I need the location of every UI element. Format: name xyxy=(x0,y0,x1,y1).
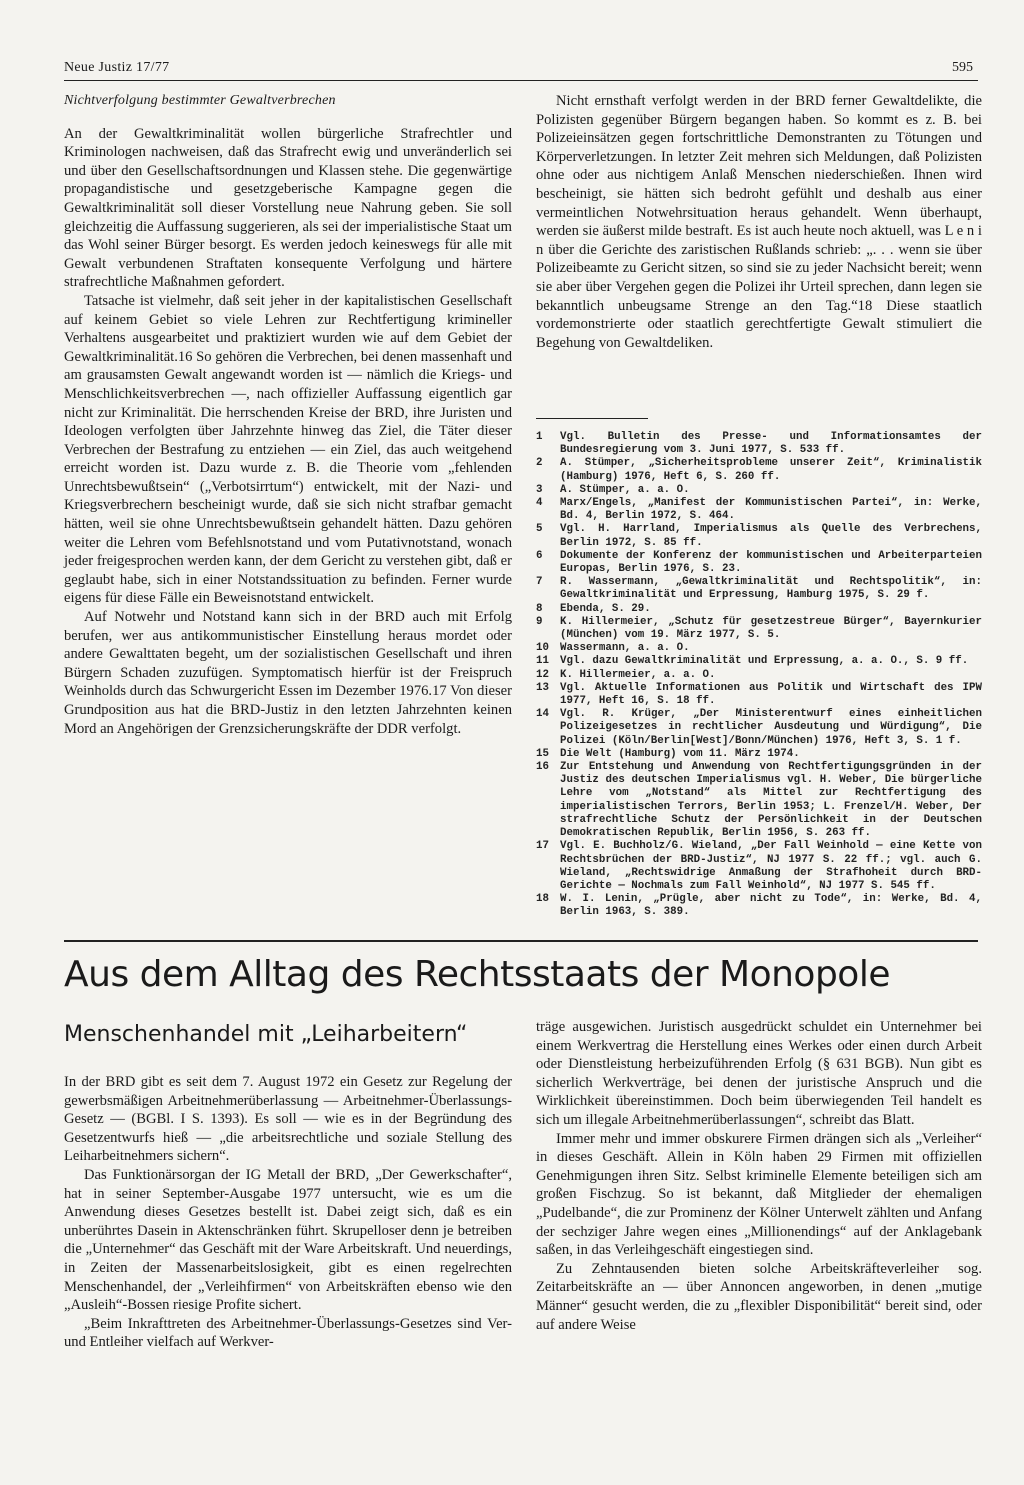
footnote-text: Dokumente der Konferenz der kommunistischen und Arbeiterparteien Europas, Berlin 1976, S. 23. xyxy=(560,549,982,576)
footnote-number: 6 xyxy=(536,549,543,562)
footnote-number: 16 xyxy=(536,761,549,774)
paragraph: Zu Zehntausenden bieten solche Arbeitskräfteverleiher sog. Zeitarbeitskräfte an — über Annoncen angeworben, in denen „mutige Männer“ gesucht werden, die zu „flexibler Disponibilität“ bereit sind, oder auf andere Weise xyxy=(536,1260,982,1333)
paragraph: In der BRD gibt es seit dem 7. August 1972 ein Gesetz zur Regelung der gewerbsmäßigen Arbeitnehmerüberlassung — Arbeitnehmer-Überlassungs-Gesetz — (BGBl. I S. 1393). Es soll — wie es in der Begründung des Gesetzentwurfs hieß — „die arbeitsrechtliche und soziale Stellung des Leiharbeitnehmers sichern“. xyxy=(64,1074,512,1165)
footnote-text: K. Hillermeier, a. a. O. xyxy=(560,668,716,681)
article-subheadline: Menschenhandel mit „Leiharbeitern“ xyxy=(64,1022,468,1047)
footnote xyxy=(536,682,982,708)
footnote-number: 9 xyxy=(536,615,543,628)
paragraph: Immer mehr und immer obskurere Firmen drängen sich als „Verleiher“ in dieses Geschäft. Allein in Köln haben 29 Firmen mit offiziellen Genehmigungen ihren Sitz. Selbst kriminelle Elemente beteiligen sich am großen Fischzug. So ist bekannt, daß Mitglieder der ehemaligen „Pudelbande“, die zur Prominenz der Kölner Unterwelt zählten und Anfang der sechziger Jahre wegen eines „Millionendings“ auf der Anklagebank saßen, in das Verleihgeschäft eingestiegen sind. xyxy=(536,1130,982,1259)
footnote-text: Vgl. Aktuelle Informationen aus Politik und Wirtschaft des IPW 1977, Heft 16, S. 18 ff. xyxy=(560,681,982,708)
footnotes xyxy=(536,431,982,920)
footnote xyxy=(536,523,982,549)
footnote-text: Vgl. dazu Gewaltkriminalität und Erpressung, a. a. O., S. 9 ff. xyxy=(560,655,969,668)
footnote xyxy=(536,550,982,576)
footnote-number: 13 xyxy=(536,681,549,694)
left-column xyxy=(64,92,512,738)
header-rule xyxy=(64,80,978,81)
paragraph: Nicht ernsthaft verfolgt werden in der BRD ferner Gewaltdelikte, die Polizisten gegenüber Bürgern begangen haben. So kommt es z. B. bei Polizeieinsätzen gegen fortschrittliche Demonstranten zu Tötungen und Körperverletzungen. In letzter Zeit mehren sich Meldungen, daß Polizisten ohne oder aus nichtigem Anlaß Menschen niederschießen. Ihnen wird bescheinigt, sie hätten sich bedroht gefühlt und deshalb aus einer vermeintlichen Notwehrsituation heraus gehandelt. Wenn überhaupt, werden sie äußerst milde bestraft. Es ist auch heute noch aktuell, was L e n i n über die Gerichte des zaristischen Rußlands schrieb: „. . . wenn sie über Polizeibeamte zu Gericht sitzen, so sind sie zu jeder Nachsicht bereit; wenn sie aber über Vergehen gegen die Polizei ihr Urteil sprechen, dann legen sie bekanntlich unbeugsame Strenge an den Tag.“18 Diese staatlich vordemonstrierte oder staatlich gerechtfertigte Gewalt stimuliert die Begehung von Gewaltdeliken. xyxy=(536,93,982,351)
article-separator-rule xyxy=(64,940,978,942)
paragraph: Auf Notwehr und Notstand kann sich in der BRD auch mit Erfolg berufen, wer aus antikommunistischer Einstellung heraus mordet oder andere Gewalttaten begeht, um der sozialistischen Gesellschaft und ihren Bürgern Schaden zuzufügen. Symptomatisch hierfür ist der Freispruch Weinholds durch das Schwurgericht Essen im Dezember 1976.17 Von dieser Grundposition aus hat die BRD-Justiz in den letzten Jahrzehnten keinen Mord an Angehörigen der Grenzsicherungskräfte der DDR verfolgt. xyxy=(64,609,512,737)
paragraph: Tatsache ist vielmehr, daß seit jeher in der kapitalistischen Gesellschaft auf keinem Gebiet so viele Lehren zur Rechtfertigung krimineller Verhaltens ausgearbeitet und praktiziert wurden wie auf dem Gebiet der Gewaltkriminalität.16 So gehören die Verbrechen, bei denen massenhaft und am grausamsten Gewalt angewandt worden ist — nämlich die Kriegs- und Menschlichkeitsverbrechen —, nach offizieller Auffassung eigentlich gar nicht zur Kriminalität. Die herrschenden Kreise der BRD, ihre Juristen und Ideologen verfolgten über Jahrzehnte hinweg das Ziel, die Täter dieser Verbrechen der Bestrafung zu entziehen — ein Ziel, das auch weitgehend erreicht worden ist. Dazu wurde z. B. die Theorie vom „fehlenden Unrechtsbewußtsein“ („Verbotsirrtum“) entwickelt, mit der Nazi- und Kriegsverbrechern bescheinigt wurde, daß sie sich nicht strafbar gemacht hätten, weil sie ohne Unrechtsbewußtsein gehandelt hätten. Dazu gehören weiter die Lehren vom Befehlsnotstand und vom Putativnotstand, wonach jeder freigesprochen werden kann, der dem Gericht zu verstehen gibt, daß er geglaubt habe, sich in einer Notstandssituation zu befinden. Ferner wurde eigens für diese Fälle ein Beweisnotstand entwickelt. xyxy=(64,292,512,607)
footnote xyxy=(536,761,982,840)
article-right-column xyxy=(536,1018,982,1334)
footnote-text: A. Stümper, a. a. O. xyxy=(560,483,690,496)
footnote xyxy=(536,708,982,748)
paragraph: träge ausgewichen. Juristisch ausgedrückt schuldet ein Unternehmer bei einem Werkvertrag die Herstellung eines Werkes oder einen durch Arbeit oder Dienstleistung herbeizuführenden Erfolg (§ 631 BGB). Nun gibt es sicherlich Werkverträge, bei denen der juristische Anspruch und die Wirklichkeit übereinstimmen. Doch beim überwiegenden Teil handelt es sich um illegale Arbeitnehmerüberlassungen“, schreibt das Blatt. xyxy=(536,1019,982,1128)
footnote-text: R. Wassermann, „Gewaltkriminalität und Rechtspolitik“, in: Gewaltkriminalität und Erpressung, Hamburg 1975, S. 29 f. xyxy=(560,576,982,602)
footnote-number: 17 xyxy=(536,840,549,853)
paragraph: Das Funktionärsorgan der IG Metall der BRD, „Der Gewerkschafter“, hat in seiner September-Ausgabe 1977 untersucht, wie es um die Anwendung dieses Gesetzes bestellt ist. Dabei zeigt sich, daß es ein unberührtes Dasein in Aktenschränken führt. Skrupelloser denn je betreiben die „Unternehmer“ das Geschäft mit der Ware Arbeitskraft. Und neuerdings, in Zeiten der Massenarbeitslosigkeit, gibt es einen regelrechten Menschenhandel, der „Verleihfirmen“ von Arbeitskräften ebenso wie den „Ausleih“-Bossen riesige Profite sichert. xyxy=(64,1166,512,1314)
page-number: 595 xyxy=(952,60,973,75)
footnote xyxy=(536,484,982,497)
footnote-number: 11 xyxy=(536,655,549,668)
footnote xyxy=(536,840,982,893)
journal-issue: Neue Justiz 17/77 xyxy=(64,60,170,75)
footnote-number: 2 xyxy=(536,457,543,470)
footnote xyxy=(536,576,982,602)
footnote-number: 4 xyxy=(536,497,543,510)
footnote-text: Wassermann, a. a. O. xyxy=(560,642,690,655)
footnote xyxy=(536,497,982,523)
footnote xyxy=(536,655,982,668)
footnote xyxy=(536,431,982,457)
footnote-text: Vgl. E. Buchholz/G. Wieland, „Der Fall Weinhold — eine Kette von Rechtsbrüchen der BRD-Justiz“, NJ 1977 S. 22 ff.; vgl. auch G. Wieland, „Rechtswidrige Anmaßung der Strafhoheit durch BRD-Gerichte — Nochmals zum Fall Weinhold“, NJ 1977 S. 545 ff. xyxy=(560,840,982,892)
footnote xyxy=(536,669,982,682)
footnote xyxy=(536,457,982,483)
footnote-text: Zur Entstehung und Anwendung von Rechtfertigungsgründen in der Justiz des deutschen Imperialismus vgl. H. Weber, Die bürgerliche Lehre vom „Notstand“ als Mittel zur Rechtfertigung des imperialistischen Terrors, Berlin 1953; L. Frenzel/H. Weber, Der strafrechtliche Schutz der Persönlichkeit in der Deutschen Demokratischen Republik, Berlin 1956, S. 263 ff. xyxy=(560,761,982,840)
article-left-column xyxy=(64,1073,512,1352)
footnote-text: Vgl. H. Harrland, Imperialismus als Quelle des Verbrechens, Berlin 1972, S. 85 ff. xyxy=(560,523,982,549)
footnote-number: 14 xyxy=(536,708,549,721)
article-headline: Aus dem Alltag des Rechtsstaats der Monopole xyxy=(64,954,890,995)
footnote-number: 18 xyxy=(536,893,549,906)
footnote xyxy=(536,748,982,761)
footnote-text: A. Stümper, „Sicherheitsprobleme unserer Zeit“, Kriminalistik (Hamburg) 1976, Heft 6, S. 260 ff. xyxy=(560,457,982,483)
footnote xyxy=(536,642,982,655)
paragraph: „Beim Inkrafttreten des Arbeitnehmer-Überlassungs-Gesetzes sind Ver- und Entleiher vielfach auf Werkver- xyxy=(64,1315,512,1351)
footnote-text: W. I. Lenin, „Prügle, aber nicht zu Tode“, in: Werke, Bd. 4, Berlin 1963, S. 389. xyxy=(560,893,982,919)
footnote-rule xyxy=(536,418,648,419)
footnote-number: 12 xyxy=(536,668,549,681)
footnote xyxy=(536,893,982,919)
footnote-text: Ebenda, S. 29. xyxy=(560,602,651,615)
footnote-number: 3 xyxy=(536,483,543,496)
footnote-text: Die Welt (Hamburg) vom 11. März 1974. xyxy=(560,747,800,760)
section-title: Nichtverfolgung bestimmter Gewaltverbrechen xyxy=(64,93,336,108)
footnote-text: Vgl. Bulletin des Presse- und Informationsamtes der Bundesregierung vom 3. Juni 1977, S. 533 ff. xyxy=(560,431,982,457)
footnote xyxy=(536,616,982,642)
footnote-number: 5 xyxy=(536,523,543,536)
footnote-number: 10 xyxy=(536,642,549,655)
footnote-text: Marx/Engels, „Manifest der Kommunistischen Partei“, in: Werke, Bd. 4, Berlin 1972, S. 464. xyxy=(560,497,982,523)
right-column xyxy=(536,92,982,352)
footnote-text: Vgl. R. Krüger, „Der Ministerentwurf eines einheitlichen Polizeigesetzes in rechtlicher Ausdeutung und Würdigung“, Die Polizei (Köln/Berlin[West]/Bonn/München) 1976, Heft 3, S. 1 f. xyxy=(560,708,982,747)
footnote-number: 1 xyxy=(536,431,543,443)
footnote-number: 8 xyxy=(536,602,543,615)
footnote-text: K. Hillermeier, „Schutz für gesetzestreue Bürger“, Bayernkurier (München) vom 19. März 1977, S. 5. xyxy=(560,615,982,642)
footnote-number: 15 xyxy=(536,747,549,760)
paragraph: An der Gewaltkriminalität wollen bürgerliche Strafrechtler und Kriminologen nachweisen, daß das Strafrecht ewig und unveränderlich sei und über den Gesellschaftsordnungen und Klassen stehe. Die gegenwärtige propagandistische und gesetzgeberische Kampagne gegen die Gewaltkriminalität soll dieser Vorstellung neue Nahrung geben. Sie soll gleichzeitig die Auffassung suggerieren, als sei der imperialistische Staat um das Wohl seiner Bürger besorgt. Es werden jedoch keineswegs für alle mit Gewalt verbundenen Straftaten konsequente Verfolgung und härtere strafrechtliche Maßnahmen gefordert. xyxy=(64,125,512,291)
footnote-number: 7 xyxy=(536,576,543,589)
footnote xyxy=(536,603,982,616)
